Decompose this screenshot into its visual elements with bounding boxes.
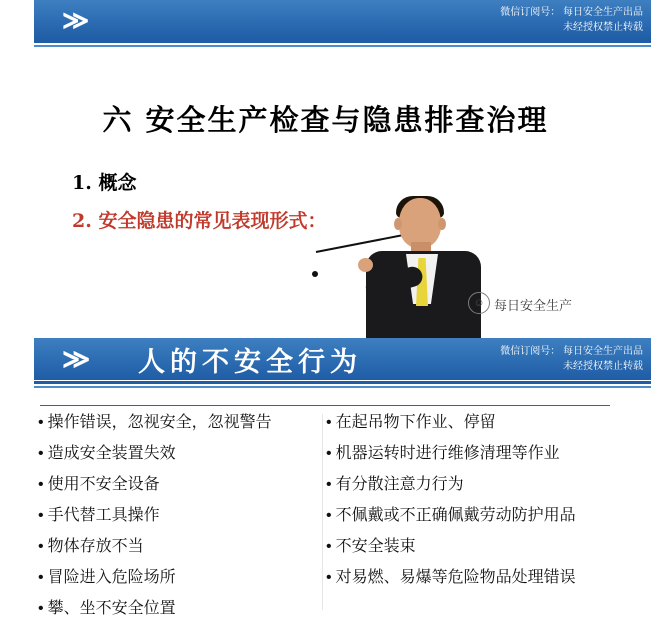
bullet-dot-icon: • xyxy=(38,476,44,493)
watermark-line-2: 未经授权禁止转载 xyxy=(563,361,643,372)
watermark-line-1: 微信订阅号： 每日安全生产出品 xyxy=(500,346,643,357)
section-banner xyxy=(34,338,651,380)
top-banner-rule xyxy=(34,40,651,43)
list-item xyxy=(326,412,646,433)
bullet-column-right xyxy=(326,412,646,598)
list-item-label: 不佩戴或不正确佩戴劳动防护用品 xyxy=(335,507,576,524)
list-item-label: 对易燃、易爆等危险物品处理错误 xyxy=(335,569,576,586)
presenter-ear-right xyxy=(438,218,446,230)
list-item xyxy=(38,536,328,557)
section-banner-rule xyxy=(34,381,651,384)
presenter-ear-left xyxy=(394,218,402,230)
top-banner-watermark xyxy=(500,5,643,35)
list-item-label: 造成安全装置失效 xyxy=(47,445,176,462)
list-item-hazard-forms: 2. 安全隐患的常见表现形式： xyxy=(72,210,327,232)
list-item-label: 手代替工具操作 xyxy=(47,507,160,524)
list-item xyxy=(38,598,328,619)
chevron-right-icon: ≫ xyxy=(62,5,86,35)
presenter-illustration xyxy=(316,196,516,342)
list-item xyxy=(326,505,646,526)
chevron-right-icon: ≫ xyxy=(62,344,86,374)
list-item xyxy=(326,443,646,464)
list-item-label: 机器运转时进行维修清理等作业 xyxy=(335,445,560,462)
list-item xyxy=(38,443,328,464)
list-item xyxy=(38,412,328,433)
bullet-dot-icon: • xyxy=(326,445,332,462)
list-item-label: 使用不安全设备 xyxy=(47,476,160,493)
red-separator xyxy=(40,405,610,406)
list-item xyxy=(326,567,646,588)
list-item-label: 有分散注意力行为 xyxy=(335,476,464,493)
bullet-dot-icon: • xyxy=(326,414,332,431)
list-item-label: 物体存放不当 xyxy=(47,538,144,555)
list-item xyxy=(38,505,328,526)
list-item-label: 操作错误，忽视安全，忽视警告 xyxy=(47,414,272,431)
bullet-column-left xyxy=(38,412,328,629)
section-banner-rule-secondary xyxy=(34,386,651,388)
top-banner-rule-secondary xyxy=(34,45,651,47)
bullet-dot-icon: • xyxy=(326,476,332,493)
list-item-label: 冒险进入危险场所 xyxy=(47,569,176,586)
list-item-label: 在起吊物下作业、停留 xyxy=(335,414,496,431)
watermark-line-1: 微信订阅号： 每日安全生产出品 xyxy=(500,7,643,18)
bullet-dot-icon: • xyxy=(326,569,332,586)
bullet-dot-icon: • xyxy=(38,445,44,462)
section-title: 人的不安全行为 xyxy=(138,347,362,378)
list-item-concept: 1. 概念 xyxy=(72,172,137,194)
bullet-dot-icon: • xyxy=(326,538,332,555)
bullet-dot-icon: • xyxy=(326,507,332,524)
wechat-caption: 每日安全生产 xyxy=(494,298,573,313)
bullet-dot-icon: • xyxy=(38,507,44,524)
list-item-label: 攀、坐不安全位置 xyxy=(47,600,176,617)
pointer-tip-icon xyxy=(312,271,318,277)
presenter-head xyxy=(399,198,441,248)
list-item-label: 不安全装束 xyxy=(335,538,416,555)
bullet-dot-icon: • xyxy=(38,414,44,431)
page-title: 六 安全生产检查与隐患排查治理 xyxy=(102,103,549,137)
presenter-hand xyxy=(358,258,373,272)
list-item xyxy=(326,536,646,557)
bullet-dot-icon: • xyxy=(38,569,44,586)
section-banner-watermark xyxy=(500,344,643,374)
top-banner xyxy=(34,0,651,40)
bullet-dot-icon: • xyxy=(38,538,44,555)
list-item xyxy=(38,474,328,495)
bullet-dot-icon: • xyxy=(38,600,44,617)
watermark-line-2: 未经授权禁止转载 xyxy=(563,22,643,33)
wechat-icon: ☺ xyxy=(468,292,490,314)
list-item xyxy=(38,567,328,588)
list-item xyxy=(326,474,646,495)
